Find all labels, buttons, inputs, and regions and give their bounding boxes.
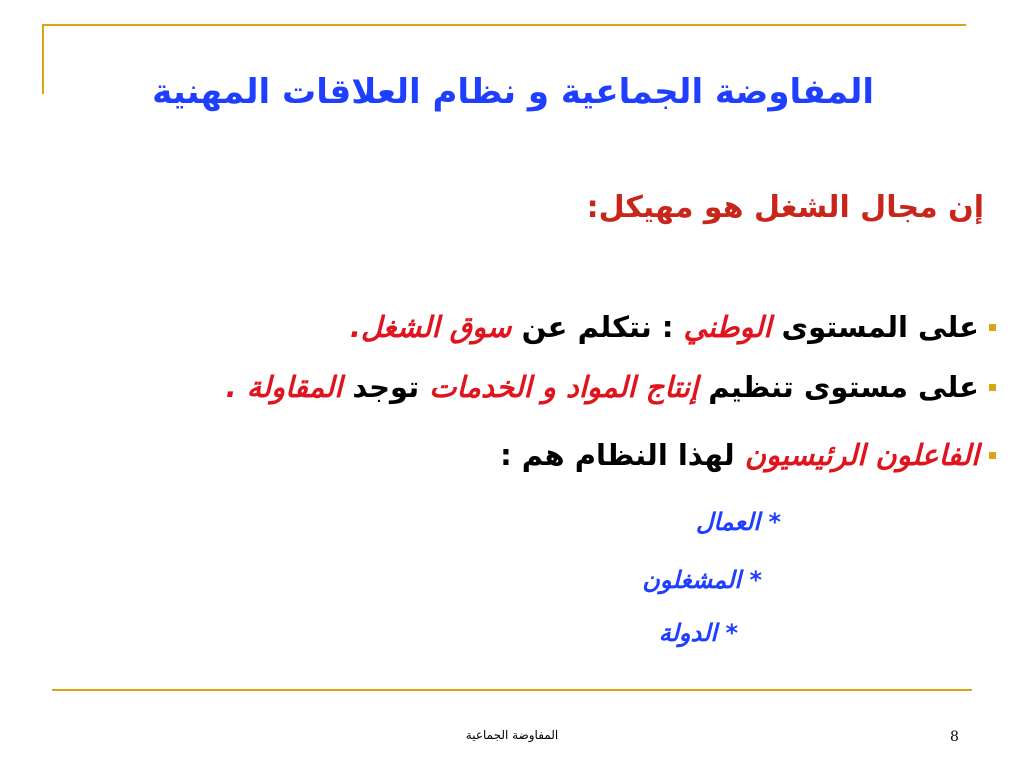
bullet-text bbox=[226, 370, 979, 404]
bullet-emphasis: إنتاج المواد و الخدمات bbox=[429, 370, 699, 404]
bullet-text-part: على مستوى تنظيم bbox=[708, 370, 979, 404]
bullet-square-icon bbox=[989, 452, 996, 459]
bullet-text-part: على المستوى bbox=[781, 310, 979, 344]
bullet-emphasis: الفاعلون الرئيسيون bbox=[744, 438, 979, 472]
bullet-emphasis: المقاولة . bbox=[225, 370, 343, 404]
slide-subtitle: إن مجال الشغل هو مهيكل: bbox=[586, 190, 984, 225]
bullet-item-national-level bbox=[350, 310, 996, 344]
frame-top-rule bbox=[42, 24, 966, 26]
bullet-text bbox=[350, 310, 979, 344]
page-number: 8 bbox=[950, 729, 959, 745]
bullet-item-main-actors bbox=[500, 438, 996, 472]
bullet-item-organization-level bbox=[226, 370, 996, 404]
bullet-text-part: لهذا النظام هم : bbox=[500, 438, 735, 472]
footer-title: المفاوضة الجماعية bbox=[465, 728, 559, 742]
frame-bottom-rule bbox=[52, 689, 972, 691]
slide-title: المفاوضة الجماعية و نظام العلاقات المهنية bbox=[152, 72, 874, 112]
bullet-emphasis: سوق الشغل. bbox=[349, 310, 512, 344]
bullet-square-icon bbox=[989, 384, 996, 391]
bullet-emphasis: الوطني bbox=[683, 310, 772, 344]
bullet-text-part: توجد bbox=[352, 370, 420, 404]
frame-left-rule bbox=[42, 24, 44, 94]
bullet-text bbox=[500, 438, 979, 472]
actor-item-state: * الدولة bbox=[658, 619, 738, 647]
actor-item-employers: * المشغلون bbox=[642, 566, 762, 594]
actor-item-workers: * العمال bbox=[695, 508, 781, 536]
bullet-square-icon bbox=[989, 324, 996, 331]
bullet-text-part: : نتكلم عن bbox=[521, 310, 684, 344]
